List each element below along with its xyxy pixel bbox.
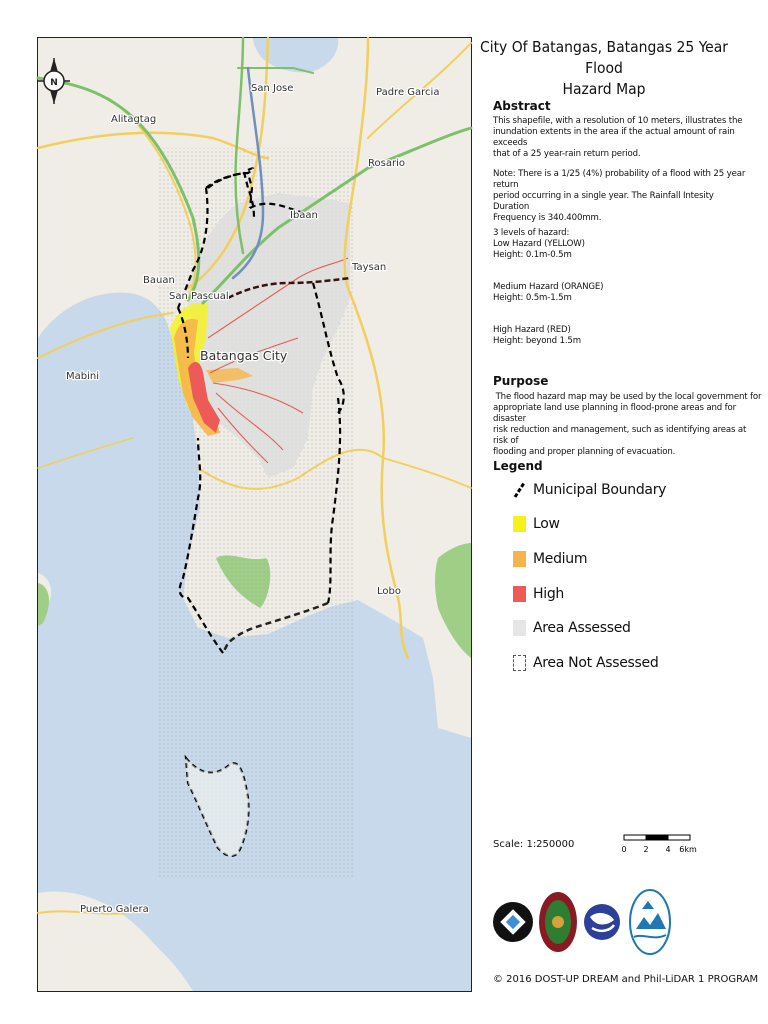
copyright: © 2016 DOST-UP DREAM and Phil-LiDAR 1 PROGRAM xyxy=(493,974,759,985)
svg-text:6km: 6km xyxy=(679,845,697,854)
medium-swatch xyxy=(513,551,526,567)
place-alitagtag: Alitagtag xyxy=(111,114,157,125)
dost-logo xyxy=(492,887,534,957)
abstract-heading: Abstract xyxy=(493,99,551,113)
title-line-1: City Of Batangas, Batangas 25 Year Flood xyxy=(479,38,729,77)
purpose-heading: Purpose xyxy=(493,374,549,388)
info-panel xyxy=(470,37,768,997)
scale-bar xyxy=(622,833,702,863)
hazard-medium-desc: Medium Hazard (ORANGE) Height: 0.5m-1.5m xyxy=(493,282,604,303)
place-rosario: Rosario xyxy=(368,158,405,169)
svg-text:0: 0 xyxy=(621,845,627,854)
svg-text:4: 4 xyxy=(665,845,671,854)
place-puerto-galera: Puerto Galera xyxy=(80,904,149,915)
legend-heading: Legend xyxy=(493,459,543,473)
high-swatch xyxy=(513,586,526,602)
legend-item-low: Low xyxy=(513,513,560,535)
legend-item-high: High xyxy=(513,583,564,605)
place-san-pascual: San Pascual xyxy=(169,291,229,302)
scale-text: Scale: 1:250000 xyxy=(493,839,575,850)
abstract-text: This shapefile, with a resolution of 10 meters, illustrates the inundation extents in the area if the actual amount of rain exceeds that of a 25 year-rain return period. xyxy=(493,116,743,159)
hazard-levels: 3 levels of hazard: Low Hazard (YELLOW) Height: 0.1m-0.5m xyxy=(493,228,585,260)
legend-item-area-not-assessed: Area Not Assessed xyxy=(513,652,658,674)
svg-text:2: 2 xyxy=(643,845,649,854)
boundary-swatch xyxy=(513,481,526,499)
map-frame[interactable] xyxy=(37,37,472,992)
title-line-2: Hazard Map xyxy=(562,80,646,98)
legend-item-municipal-boundary: Municipal Boundary xyxy=(513,479,666,501)
low-swatch xyxy=(513,516,526,532)
abstract-note: Note: There is a 1/25 (4%) probability of a flood with 25 year return period occurring in a single year. The Rainfall Intesity Duration Frequency is 340.400mm. xyxy=(493,169,746,223)
dream-logo xyxy=(582,895,622,949)
place-ibaan: Ibaan xyxy=(290,210,318,221)
map-canvas[interactable] xyxy=(38,38,471,991)
purpose-text: The flood hazard map may be used by the local government for appropriate land use planning in flood-prone areas and for disaster risk reduction and management, such as identifying areas at risk of flooding and proper planning of evacuation. xyxy=(493,392,762,457)
not-assessed-swatch xyxy=(513,655,526,671)
hazard-high-desc: High Hazard (RED) Height: beyond 1.5m xyxy=(493,325,581,346)
assessed-swatch xyxy=(513,620,526,636)
legend-item-area-assessed: Area Assessed xyxy=(513,617,631,639)
place-lobo: Lobo xyxy=(377,586,401,597)
map-title xyxy=(470,37,738,100)
up-logo xyxy=(538,889,578,955)
north-letter: N xyxy=(50,78,58,88)
phil-lidar-logo xyxy=(628,887,672,957)
legend-item-medium: Medium xyxy=(513,548,587,570)
place-batangas-city: Batangas City xyxy=(200,348,288,363)
place-padre-garcia: Padre Garcia xyxy=(376,87,440,98)
place-mabini: Mabini xyxy=(66,371,99,382)
place-bauan: Bauan xyxy=(143,275,175,286)
place-taysan: Taysan xyxy=(352,262,387,273)
place-san-jose: San Jose xyxy=(251,83,294,94)
